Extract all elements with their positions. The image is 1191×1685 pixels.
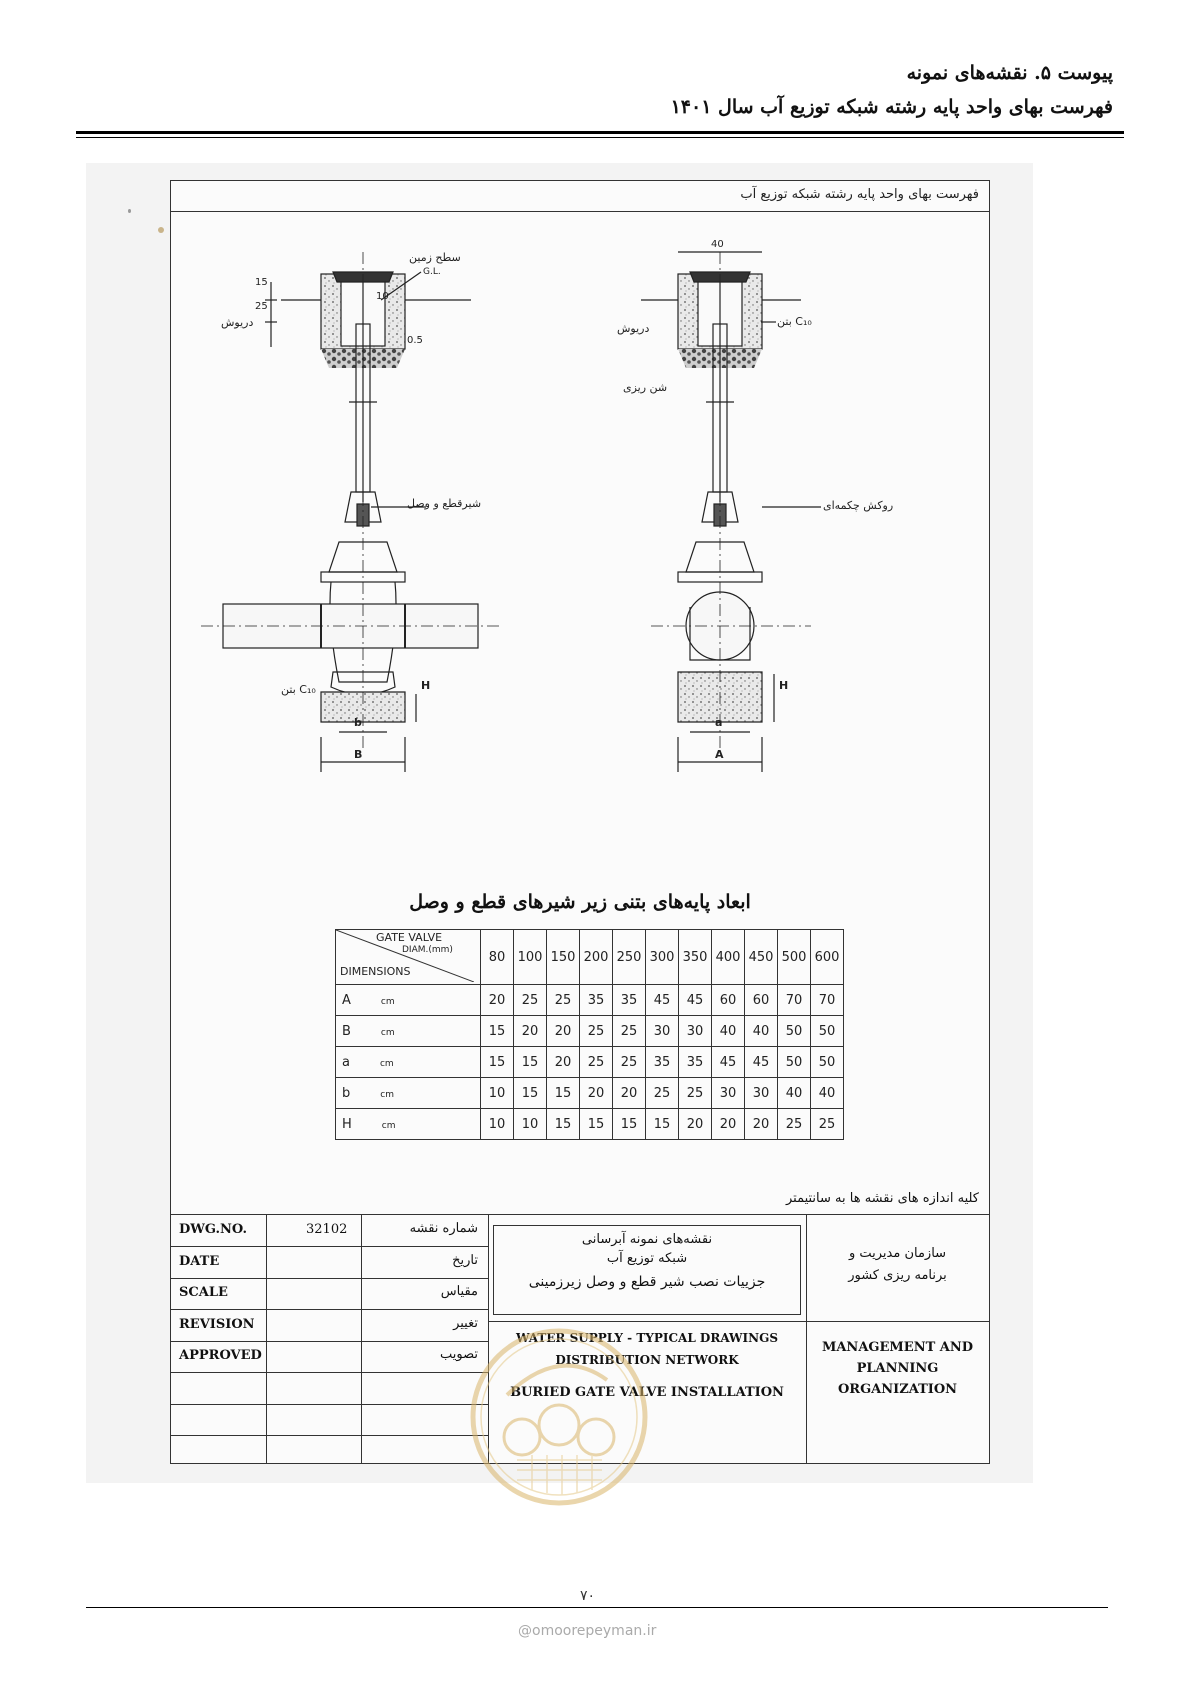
dimension-unit: cm [379,1058,394,1069]
value-cell: 25 [811,1109,844,1140]
value-cell: 40 [745,1016,778,1047]
tb-value: 32102 [306,1222,348,1237]
dim-15: 15 [255,277,268,288]
title-block-row [171,1310,488,1342]
value-cell: 15 [481,1047,514,1078]
value-cell: 70 [778,985,811,1016]
title-fa-line3: جزییات نصب شیر قطع و وصل زیرزمینی [528,1274,766,1290]
value-cell: 20 [547,1047,580,1078]
dim-h-left: H [421,679,431,692]
org-en [806,1337,989,1400]
value-cell: 20 [580,1078,613,1109]
value-cell: 15 [646,1109,679,1140]
dimension-cell [336,1016,481,1047]
tb-divider [266,1215,267,1464]
value-cell: 10 [514,1109,547,1140]
scan-spot [158,227,164,233]
title-fa-line1: نقشه‌های نمونه آبرسانی [581,1232,713,1247]
tb-fa-key: مقیاس [440,1284,478,1299]
value-cell: 40 [811,1078,844,1109]
value-cell: 25 [646,1078,679,1109]
dimension-name: A [342,992,351,1008]
value-cell: 25 [580,1016,613,1047]
dimension-cell [336,1078,481,1109]
dim-25: 25 [255,301,268,312]
tb-key: APPROVED [179,1348,262,1363]
tb-key: SCALE [179,1285,228,1300]
footer-rule [86,1607,1108,1608]
org-fa-line2: برنامه ریزی کشور [848,1268,947,1283]
label-gl: G.L. [423,267,441,277]
page-number: ۷۰ [580,1588,596,1604]
title-block-row [171,1341,488,1373]
dim-10: 10 [376,291,389,302]
value-cell: 15 [547,1109,580,1140]
value-cell: 45 [745,1047,778,1078]
value-cell: 20 [679,1109,712,1140]
diam-header: 600 [811,930,844,985]
dimension-unit: cm [380,996,395,1007]
value-cell: 25 [613,1047,646,1078]
value-cell: 40 [778,1078,811,1109]
dim-05: 0.5 [407,335,423,346]
value-cell: 35 [679,1047,712,1078]
value-cell: 70 [811,985,844,1016]
value-cell: 25 [514,985,547,1016]
value-cell: 35 [646,1047,679,1078]
value-cell: 30 [745,1078,778,1109]
title-en-line3: BURIED GATE VALVE INSTALLATION [510,1385,784,1400]
value-cell: 50 [778,1016,811,1047]
value-cell: 35 [580,985,613,1016]
corner-bottom-label: DIMENSIONS [340,965,411,978]
value-cell: 45 [646,985,679,1016]
tb-key: REVISION [179,1316,255,1332]
diam-header: 200 [580,930,613,985]
org-fa [806,1243,989,1287]
dimension-unit: cm [381,1120,396,1131]
tb-fa-key: شماره نقشه [409,1221,478,1236]
table-body [336,985,844,1140]
table-row [336,1047,844,1078]
dimension-name: H [342,1116,352,1132]
watermark-logo [467,1325,652,1510]
value-cell: 10 [481,1078,514,1109]
label-valve: شیرقطع و وصل [407,497,482,510]
org-en-line1: MANAGEMENT AND [821,1340,974,1355]
value-cell: 25 [547,985,580,1016]
value-cell: 20 [514,1016,547,1047]
diam-header: 250 [613,930,646,985]
title-block-row [171,1278,488,1310]
diam-header: 80 [481,930,514,985]
dimension-name: a [342,1054,350,1070]
value-cell: 15 [514,1047,547,1078]
title-fa-inner [493,1225,801,1315]
title-block-row [171,1373,488,1405]
org-en-line3: ORGANIZATION [837,1382,958,1397]
diam-header: 450 [745,930,778,985]
table-corner-cell [336,930,481,985]
dim-40: 40 [711,239,724,250]
label-ground: سطح زمین [409,251,461,264]
dimension-cell [336,1109,481,1140]
value-cell: 30 [712,1078,745,1109]
diam-header: 300 [646,930,679,985]
value-cell: 15 [547,1078,580,1109]
tb-divider [361,1215,362,1464]
value-cell: 15 [580,1109,613,1140]
site-watermark: @omoorepeyman.ir [518,1623,657,1639]
value-cell: 60 [712,985,745,1016]
header-subtitle: فهرست بهای واحد پایه رشته شبکه توزیع آب سال ۱۴۰۱ [670,96,1113,118]
value-cell: 15 [613,1109,646,1140]
value-cell: 60 [745,985,778,1016]
right-section-view [641,252,821,772]
value-cell: 20 [745,1109,778,1140]
tb-fa-key: تصویب [440,1347,478,1362]
dimension-unit: cm [380,1089,394,1100]
value-cell: 25 [778,1109,811,1140]
value-cell: 15 [514,1078,547,1109]
diam-header: 350 [679,930,712,985]
title-en-line2: DISTRIBUTION NETWORK [555,1353,739,1367]
label-cover-left: دریوش [221,316,254,329]
diam-header: 100 [514,930,547,985]
value-cell: 25 [613,1016,646,1047]
title-fa-line2: شبکه توزیع آب [606,1251,688,1266]
org-en-line2: PLANNING [856,1361,939,1376]
value-cell: 25 [580,1047,613,1078]
title-block-row [171,1215,488,1247]
diam-header: 150 [547,930,580,985]
tb-fa-key: تغییر [453,1315,478,1331]
dimension-cell [336,985,481,1016]
dimensions-table [335,929,844,1140]
tb-fa-key: تاریخ [452,1252,478,1268]
corner-mid-label: DIAM.(mm) [402,945,453,955]
value-cell: 50 [811,1016,844,1047]
table-row [336,1109,844,1140]
dim-b-big: B [354,748,363,761]
label-cover-right: دریوش [617,322,650,335]
value-cell: 30 [646,1016,679,1047]
tb-key: DATE [179,1253,220,1269]
value-cell: 20 [481,985,514,1016]
dimension-name: B [342,1023,351,1039]
title-block-row [171,1404,488,1436]
dim-a-small: a [715,716,723,729]
dimension-cell [336,1047,481,1078]
value-cell: 15 [481,1016,514,1047]
value-cell: 45 [712,1047,745,1078]
value-cell: 50 [811,1047,844,1078]
corner-top-label: GATE VALVE [376,931,443,944]
valve-installation-drawing [171,212,989,852]
header-title: پیوست ۵. نقشه‌های نمونه [906,62,1113,84]
table-title: ابعاد پایه‌های بتنی زیر شیرهای قطع و وصل [409,891,751,913]
sheet-title: فهرست بهای واحد پایه رشته شبکه توزیع آب [740,187,979,202]
dim-h-right: H [779,679,789,692]
value-cell: 40 [712,1016,745,1047]
title-en-line1: WATER SUPPLY - TYPICAL DRAWINGS [515,1331,778,1345]
label-concrete-top: بتن C₁₀ [777,315,812,328]
dim-a-big: A [715,748,724,761]
header-rule-thin [76,137,1124,138]
value-cell: 10 [481,1109,514,1140]
label-chain: روکش چکمه‌ای [823,499,894,512]
label-gravel: شن ریزی [623,381,668,394]
value-cell: 35 [613,985,646,1016]
value-cell: 50 [778,1047,811,1078]
value-cell: 30 [679,1016,712,1047]
value-cell: 20 [547,1016,580,1047]
label-concrete-base: بتن C₁₀ [281,683,316,696]
diam-header: 400 [712,930,745,985]
table-row [336,1016,844,1047]
org-fa-line1: سازمان مدیریت و [848,1246,947,1261]
left-section-view [201,252,501,772]
table-row [336,985,844,1016]
dimension-name: b [342,1085,351,1101]
title-block-row [171,1247,488,1279]
dim-b-small: b [354,716,362,729]
diam-header: 500 [778,930,811,985]
tb-key: DWG.NO. [179,1222,248,1237]
drawing-frame [170,180,990,1464]
table-header-row [336,930,844,985]
table-row [336,1078,844,1109]
value-cell: 20 [712,1109,745,1140]
value-cell: 20 [613,1078,646,1109]
units-note: کلیه اندازه های نقشه ها به سانتیمتر [785,1191,979,1206]
scan-spot [128,209,131,213]
header-rule [76,131,1124,134]
value-cell: 45 [679,985,712,1016]
value-cell: 25 [679,1078,712,1109]
dimension-unit: cm [380,1027,395,1038]
org-divider [806,1321,989,1322]
